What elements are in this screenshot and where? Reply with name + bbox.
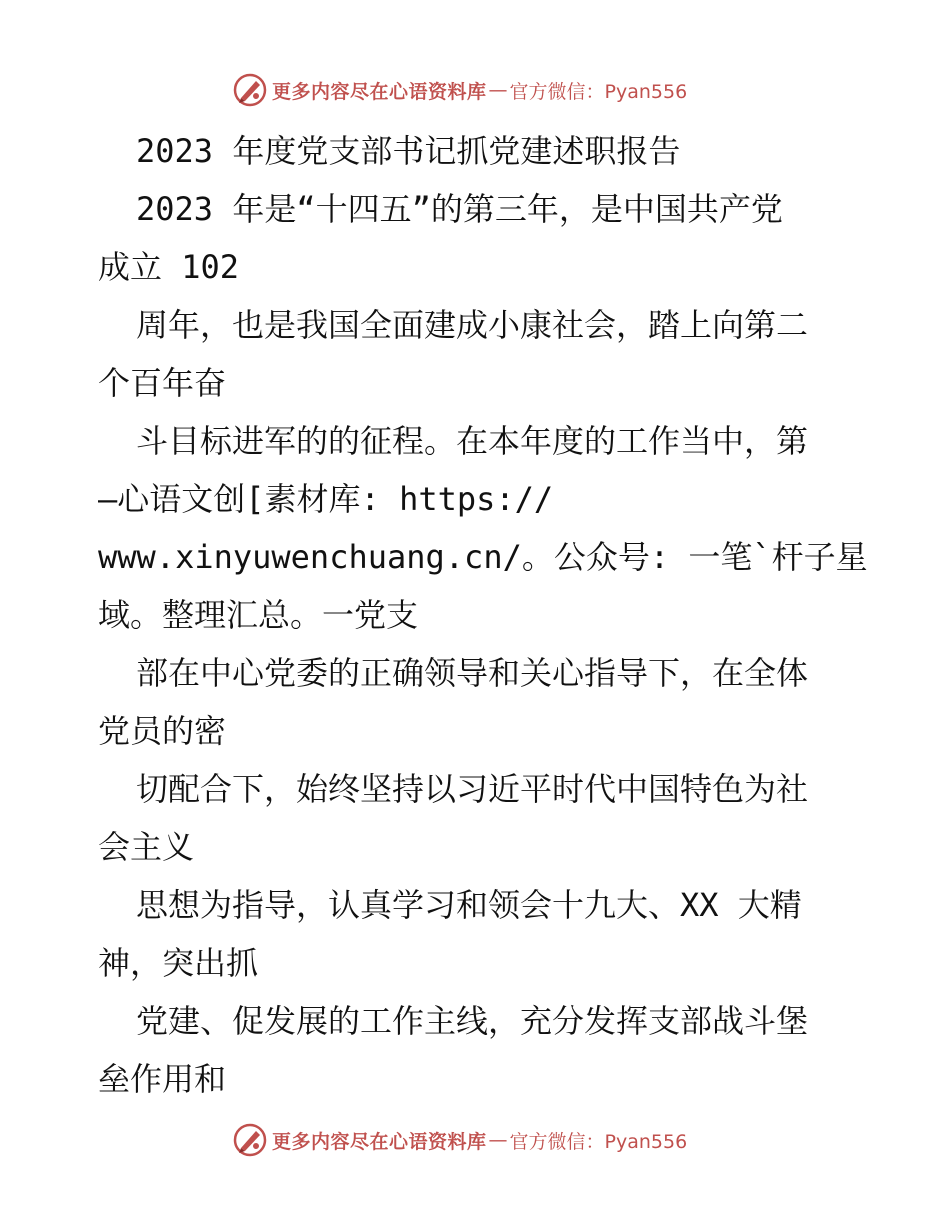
document-body [98,122,868,1108]
footer-banner [232,1122,752,1158]
document-title: 2023 年度党支部书记抓党建述职报告 [136,132,681,170]
text-line: 2023 年是“十四五”的第三年，是中国共产党 [136,190,783,228]
text-line: 党员的密 [98,712,227,750]
header-banner [232,72,752,108]
text-line: 垒作用和 [98,1060,227,1098]
banner-contact: 官方微信：Pyan556 [509,1130,688,1153]
text-line: 个百年奋 [98,364,227,402]
text-line: —心语文创[素材库: https:// [98,480,554,518]
text-line: www.xinyuwenchuang.cn/。公众号: 一笔`杆子星 [98,538,868,576]
text-line: 会主义 [98,828,195,866]
text-line: 域。整理汇总。一党支 [98,596,419,634]
text-line: 思想为指导，认真学习和领会十九大、XX 大精 [136,886,802,924]
text-line: 斗目标进军的的征程。在本年度的工作当中，第 [136,422,809,460]
text-line: 部在中心党委的正确领导和关心指导下，在全体 [136,654,809,692]
text-line: 成立 102 [98,248,240,286]
text-line: 神，突出抓 [98,944,259,982]
banner-text: 更多内容尽在心语资料库 [272,1130,487,1153]
banner-text: 更多内容尽在心语资料库 [272,80,487,103]
banner-contact: 官方微信：Pyan556 [509,80,688,103]
pen-circle-logo-icon [232,72,268,108]
banner-dash: — [488,1129,508,1151]
text-line: 党建、促发展的工作主线，充分发挥支部战斗堡 [136,1002,809,1040]
banner-dash: — [488,79,508,101]
text-line: 周年，也是我国全面建成小康社会，踏上向第二 [136,306,809,344]
pen-circle-logo-icon [232,1122,268,1158]
text-line: 切配合下，始终坚持以习近平时代中国特色为社 [136,770,809,808]
